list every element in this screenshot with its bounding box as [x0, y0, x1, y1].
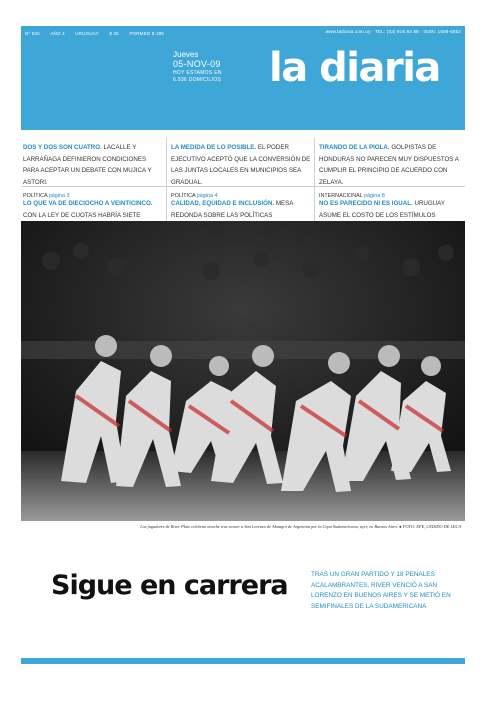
teaser-headline: NO ES PARECIDO NI ES IGUAL. — [319, 200, 413, 207]
page-ref: página 8 — [364, 193, 385, 199]
issue-year: AÑO 4 — [50, 31, 65, 36]
section-name: POLÍTICA — [171, 193, 196, 199]
page-ref: página 4 — [196, 193, 218, 199]
teaser-body: CON LA LEY DE CUOTAS HABRÍA SIETE — [23, 211, 141, 219]
masthead — [21, 36, 465, 130]
teaser-headline: LA MEDIDA DE LO POSIBLE. — [171, 144, 257, 151]
teaser-headline: TIRANDO DE LA PIOLA. — [319, 144, 390, 151]
circulation-note: 6.936 DOMICILIOS — [173, 77, 222, 83]
front-page — [21, 26, 465, 664]
teaser-body: EL PODER EJECUTIVO ACEPTÓ QUE LA CONVERSIÓN DE LAS JUNTAS LOCALES EN MUNICIPIOS SEA GRADUAL. — [171, 144, 311, 186]
section-name: INTERNACIONAL — [319, 193, 363, 199]
date-value: 05-NOV-09 — [173, 59, 221, 69]
issue-number: Nº 930 — [25, 31, 40, 36]
teaser-body: GOLPISTAS DE HONDURAS NO PARECEN MUY DISPUESTOS A CUMPLIR EL PRINCIPIO DE ACUERDO CON ZELAYA. — [319, 144, 459, 186]
date-block — [173, 50, 222, 84]
issue-subscription: PORMED $ 185 — [129, 31, 164, 36]
date-day: Jueves — [173, 50, 199, 59]
top-info-strip — [21, 26, 465, 36]
lead-photo[interactable] — [21, 221, 465, 521]
page-ref: página 3 — [48, 193, 70, 199]
bottom-rule — [21, 658, 465, 664]
teaser-body: LACALLE Y LARRAÑAGA DEFINIERON CONDICIONES PARA ACEPTAR UN DEBATE CON MUJICA Y ASTORI. — [23, 144, 152, 186]
contact-info: www.ladiaria.com.uy · TEL: (02) 916 84 88 · ISSN: 1688-6852 — [325, 28, 461, 34]
celebrating-players-photo — [21, 221, 465, 521]
photo-caption: Los jugadores de River Plate celebran anoche tras vencer a San Lorenzo de Almagro de Argentina por la Copa Sudamericana, ayer, en Buenos Aires. ● FOTO: EFE, CEDIDO DE LECA — [21, 521, 465, 532]
lead-deck: TRAS UN GRAN PARTIDO Y 18 PENALES ACALAMBRANTES, RIVER VENCIÓ A SAN LORENZO EN BUENOS AIRES Y SE METIÓ EN SEMIFINALES DE LA SUDAMERICANA — [311, 571, 451, 610]
issue-price: $ 25 — [109, 31, 119, 36]
section-name: POLÍTICA — [23, 193, 48, 199]
newspaper-logo: la diaria — [269, 45, 440, 91]
teaser-headline: DOS Y DOS SON CUATRO. — [23, 144, 102, 151]
lead-headline[interactable]: Sigue en carrera — [51, 570, 288, 601]
teaser-headline: LO QUE VA DE DIECIOCHO A VEINTICINCO. — [23, 200, 153, 207]
teaser-headline: CALIDAD, EQUIDAD E INCLUSIÓN. — [171, 200, 275, 207]
edition-note: HOY ESTAMOS EN — [173, 70, 222, 76]
teaser-body: URUGUAY ASUME EL COSTO DE LOS ESTÍMULOS — [319, 200, 445, 219]
teaser-body: MESA REDONDA SOBRE LAS POLÍTICAS — [171, 200, 294, 219]
issue-country: URUGUAY — [75, 31, 99, 36]
